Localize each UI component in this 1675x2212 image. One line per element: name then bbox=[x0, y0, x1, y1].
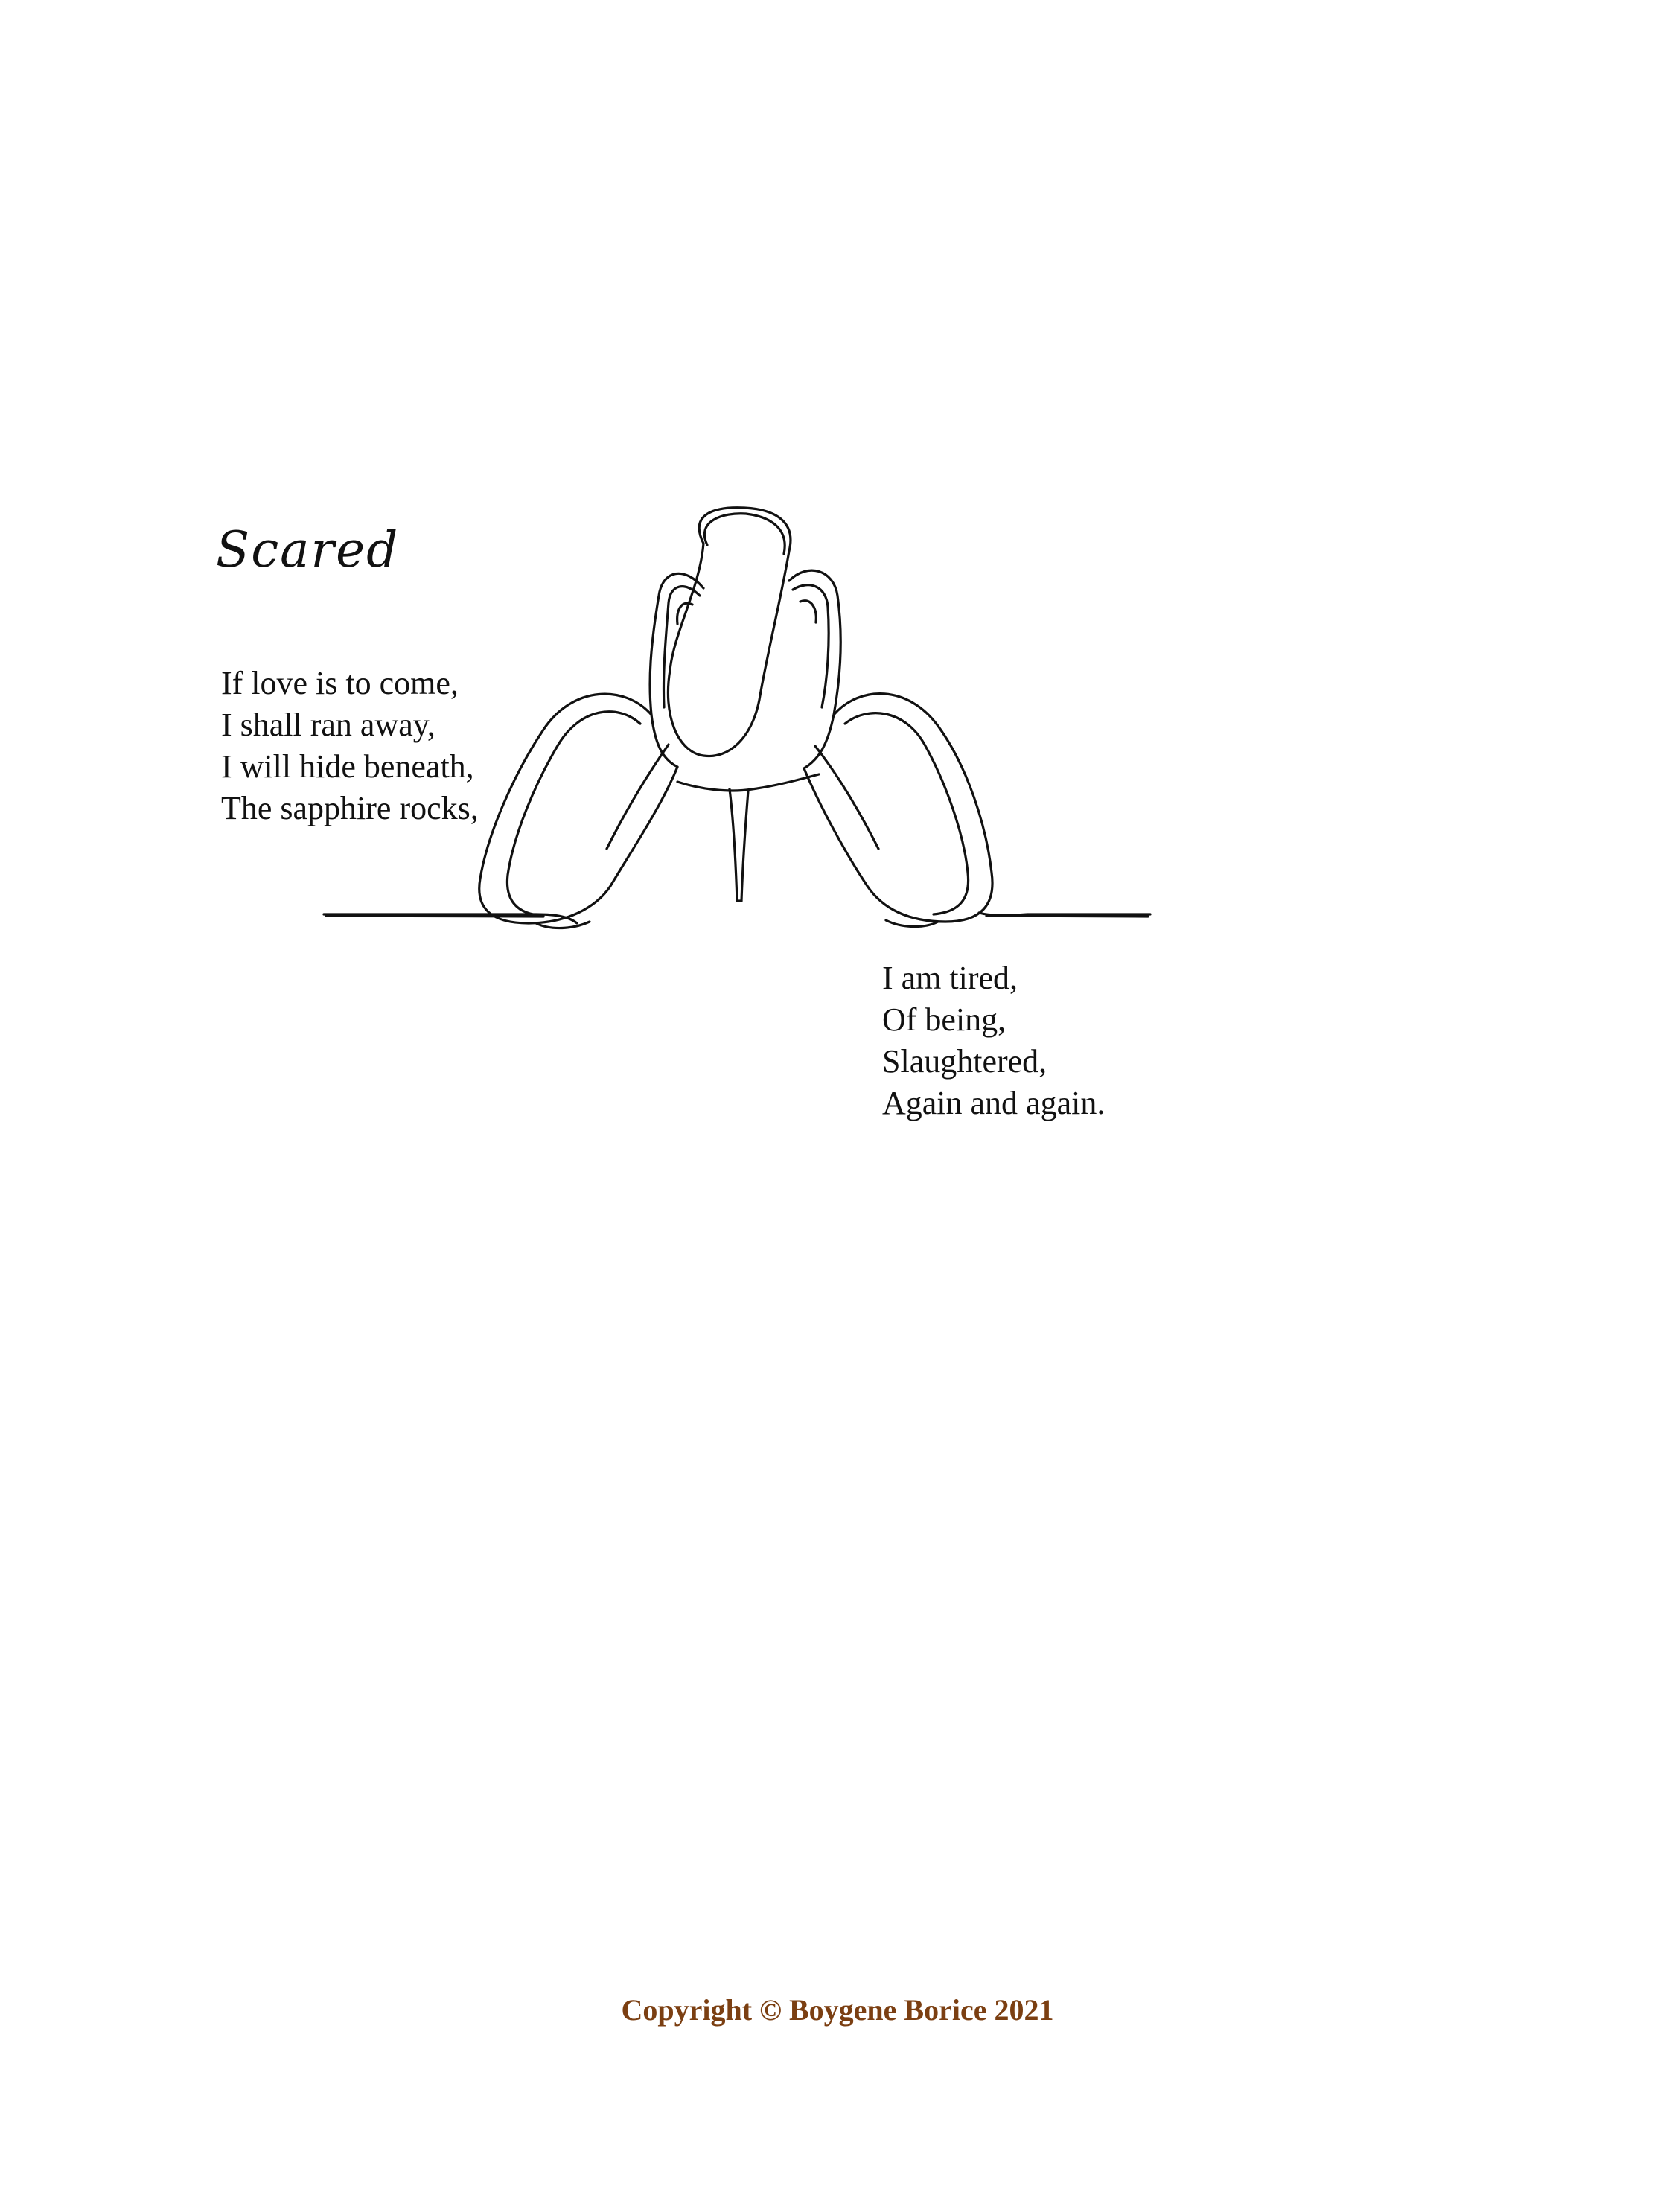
copyright-notice: Copyright © Boygene Borice 2021 bbox=[621, 1993, 1054, 2027]
stanza-line: I am tired, bbox=[882, 960, 1018, 996]
stanza-two bbox=[882, 957, 1105, 1124]
stanza-line: The sapphire rocks, bbox=[221, 790, 479, 826]
stanza-line: Again and again. bbox=[882, 1085, 1106, 1121]
stanza-line: If love is to come, bbox=[221, 665, 459, 701]
stanza-line: I will hide beneath, bbox=[221, 748, 474, 785]
stanza-line: Of being, bbox=[882, 1001, 1006, 1038]
poem-title: Scared bbox=[216, 521, 400, 579]
stanza-one bbox=[221, 663, 479, 829]
stanza-line: I shall ran away, bbox=[221, 707, 436, 743]
person-holding-head-line-drawing-icon bbox=[313, 268, 1176, 968]
stanza-line: Slaughtered, bbox=[882, 1043, 1047, 1080]
